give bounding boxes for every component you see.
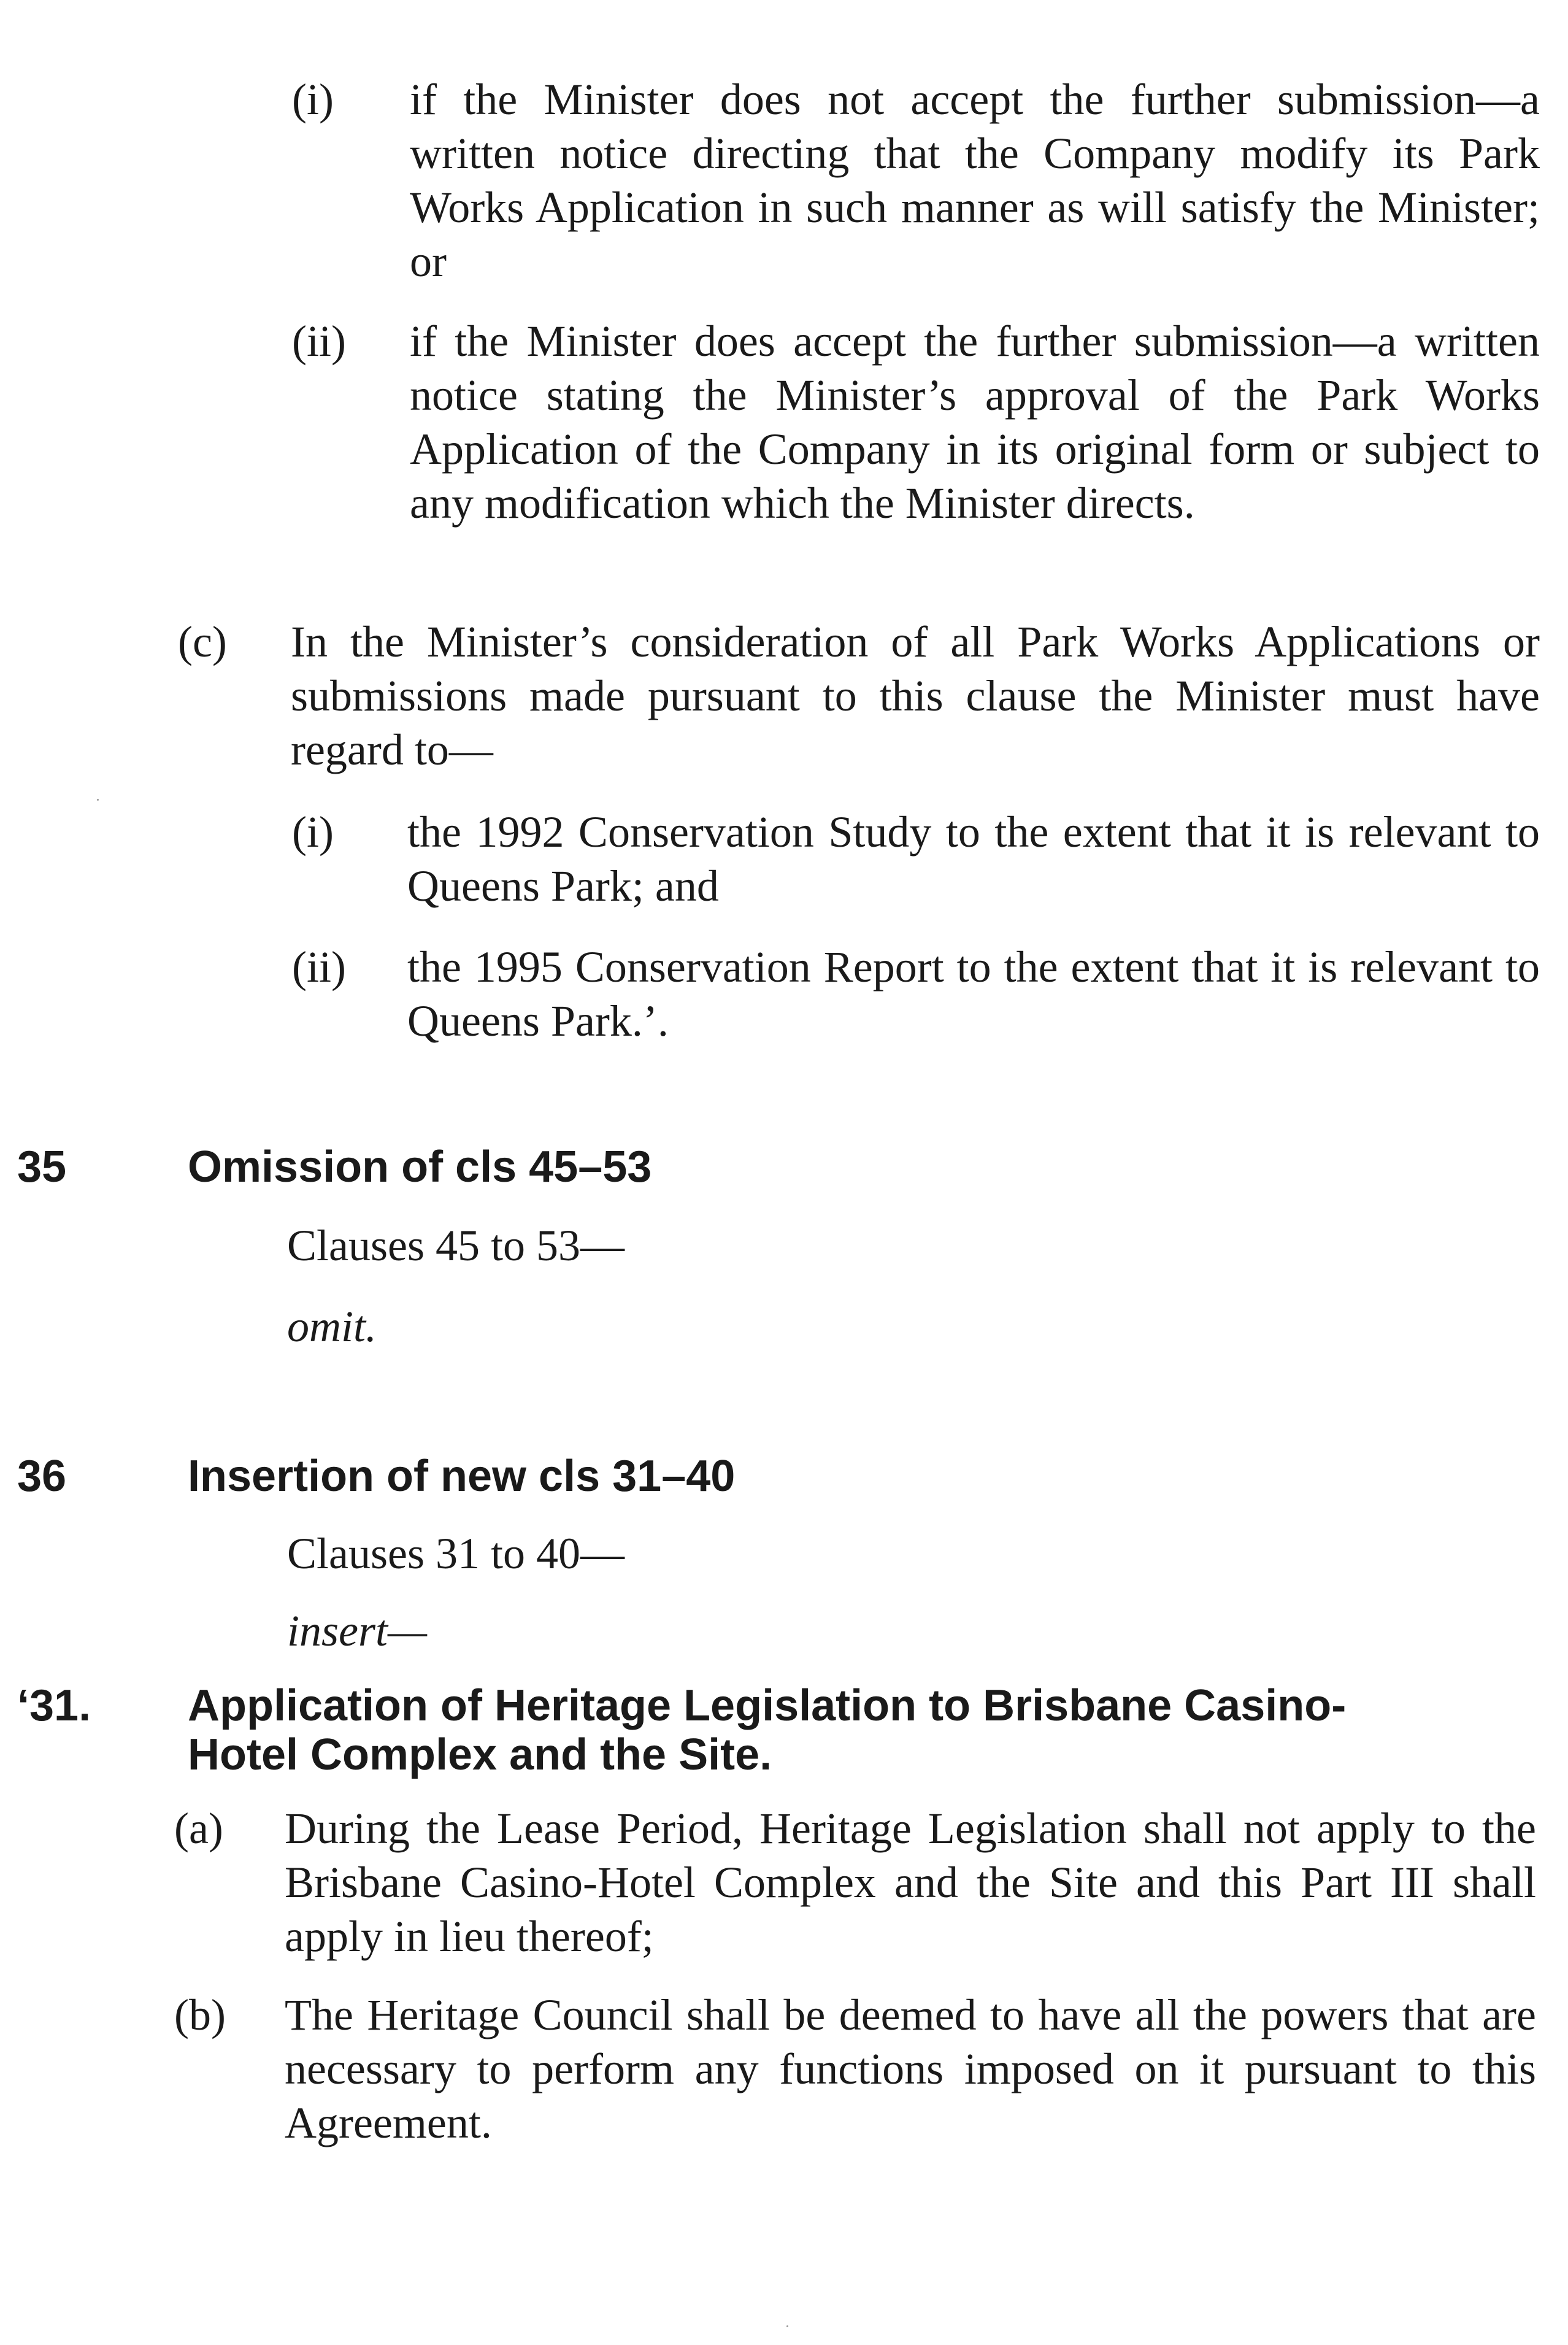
amendment-action: omit.: [287, 1302, 377, 1351]
section-number: 36: [17, 1452, 67, 1501]
item-label: (c): [178, 617, 227, 666]
item-text: In the Minister’s consideration of all Park Works Applications or submissions made pursuant to this clause the Minister must have regard to—: [291, 617, 1540, 774]
item-text: The Heritage Council shall be deemed to have all the powers that are necessary to perform any functions imposed on it pursuant to this Agreement.: [285, 1990, 1536, 2147]
sub-item-label: (ii): [292, 942, 346, 992]
item-text: During the Lease Period, Heritage Legislation shall not apply to the Brisbane Casino-Hotel Complex and the Site and this Part III shall apply in lieu thereof;: [285, 1804, 1536, 1961]
sub-item-label: (i): [292, 807, 334, 857]
sub-item-text: the 1995 Conservation Report to the extent that it is relevant to Queens Park.’.: [407, 942, 1540, 1045]
clause-heading: Application of Heritage Legislation to Brisbane Casino-Hotel Complex and the Site.: [188, 1681, 1347, 1779]
item-label: (b): [174, 1990, 226, 2039]
sub-item-text: if the Minister does not accept the further submission—a written notice directing that the Company modify its Park Works Application in such manner as will satisfy the Minister; or: [410, 75, 1540, 286]
amendment-instruction: Clauses 45 to 53—: [287, 1221, 625, 1270]
sub-item-label: (ii): [292, 317, 346, 366]
sub-item-text: the 1992 Conservation Study to the extent that it is relevant to Queens Park; and: [407, 807, 1540, 911]
sub-item-label: (i): [292, 75, 334, 124]
item-label: (a): [174, 1804, 223, 1853]
scan-speck: [786, 2325, 788, 2327]
sub-item-text: if the Minister does accept the further submission—a written notice stating the Minister’s approval of the Park Works Application of the Company in its original form or subject to any modification which the Minister directs.: [410, 317, 1540, 528]
scan-speck: [97, 799, 99, 801]
section-heading: Omission of cls 45–53: [188, 1142, 652, 1192]
section-number: 35: [17, 1142, 67, 1192]
amendment-action: insert—: [287, 1606, 428, 1655]
clause-number: ‘31.: [17, 1681, 91, 1730]
section-heading: Insertion of new cls 31–40: [188, 1452, 736, 1501]
amendment-instruction: Clauses 31 to 40—: [287, 1529, 625, 1578]
